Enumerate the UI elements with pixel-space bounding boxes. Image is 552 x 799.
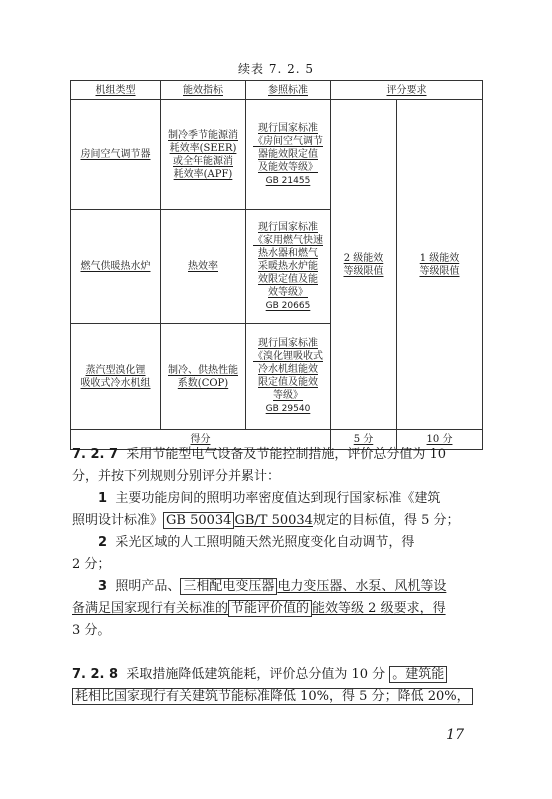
efficiency-index-cell: 制冷、供热性能 系数(COP) [161, 324, 246, 430]
clause-7-2-7-intro: 7. 2. 7 采用节能型电气设备及节能控制措施，评价总分值为 10 分，并按下列规则分别评分并累计： [72, 447, 447, 484]
header-reference-standard: 参照标准 [246, 81, 331, 100]
clause-item-3: 3 照明产品、 三相配电变压器 电力变压器、水泵、风机等设 [98, 579, 447, 594]
clause-item-2-cont: 2 分； [72, 557, 111, 572]
grade2-limit-cell: 2 级能效 等级限值 [331, 100, 397, 430]
clause-item-2: 2 采光区域的人工照明随天然光照度变化自动调节，得 [98, 535, 415, 550]
deleted-evaluation-box: 节能评价值的 [228, 600, 312, 617]
reference-standard-cell: 现行国家标准 《房间空气调节 器能效限定值 及能效等级》 GB 21455 [246, 100, 331, 210]
table-row [71, 100, 483, 210]
header-unit-type: 机组类型 [71, 81, 161, 100]
score-label-cell: 得分 [71, 430, 331, 450]
inserted-transformer-text: 电力变压器、水泵、风机等设 [277, 579, 447, 594]
deleted-clause-box: 。建筑能 [389, 666, 447, 683]
clause-item-1: 1 主要功能房间的照明功率密度值达到现行国家标准《建筑 [98, 491, 441, 506]
deleted-standard-box: GB 50034 [163, 512, 234, 529]
header-efficiency-index: 能效指标 [161, 81, 246, 100]
page-number: 17 [446, 727, 464, 743]
grade1-limit-cell: 1 级能效 等级限值 [397, 100, 483, 430]
clause-7-2-8: 7. 2. 8 采取措施降低建筑能耗，评价总分值为 10 分 。建筑能 耗相比国家现行有关建筑节能标准降低 10%，得 5 分；降低 20%， [72, 664, 484, 708]
inserted-standard: GB/T 50034 [234, 513, 313, 528]
deleted-transformer-box: 三相配电变压器 [180, 578, 277, 595]
score-grade1-cell: 10 分 [397, 430, 483, 450]
reference-standard-cell: 现行国家标准 《家用燃气快速 热水器和燃气 采暖热水炉能 效限定值及能 效等级》 GB 20665 [246, 210, 331, 324]
header-score-requirement: 评分要求 [331, 81, 483, 100]
inserted-grade-text: 能效等级 2 级要求，得 [312, 601, 446, 616]
clause-item-1-cont: 照明设计标准》 GB 50034 GB/T 50034规定的目标值，得 5 分； [72, 513, 460, 528]
score-grade2-cell: 5 分 [331, 430, 397, 450]
efficiency-index-cell: 热效率 [161, 210, 246, 324]
clause-7-2-7 [72, 444, 484, 642]
efficiency-table [70, 80, 483, 450]
efficiency-index-cell: 制冷季节能源消 耗效率(SEER) 或全年能源消 耗效率(APF) [161, 100, 246, 210]
reference-standard-cell: 现行国家标准 《溴化锂吸收式 冷水机组能效 限定值及能效 等级》 GB 29540 [246, 324, 331, 430]
unit-type-cell: 房间空气调节器 [71, 100, 161, 210]
unit-type-cell: 燃气供暖热水炉 [71, 210, 161, 324]
clause-item-3-end: 3 分。 [72, 623, 111, 638]
deleted-clause-box-cont: 耗相比国家现行有关建筑节能标准降低 10%，得 5 分；降低 20%， [72, 688, 473, 705]
clause-item-3-cont: 备满足国家现行有关标准的 节能评价值的 能效等级 2 级要求，得 [72, 601, 446, 616]
unit-type-cell: 蒸汽型溴化锂 吸收式冷水机组 [71, 324, 161, 430]
table-caption: 续表 7. 2. 5 [238, 62, 314, 76]
